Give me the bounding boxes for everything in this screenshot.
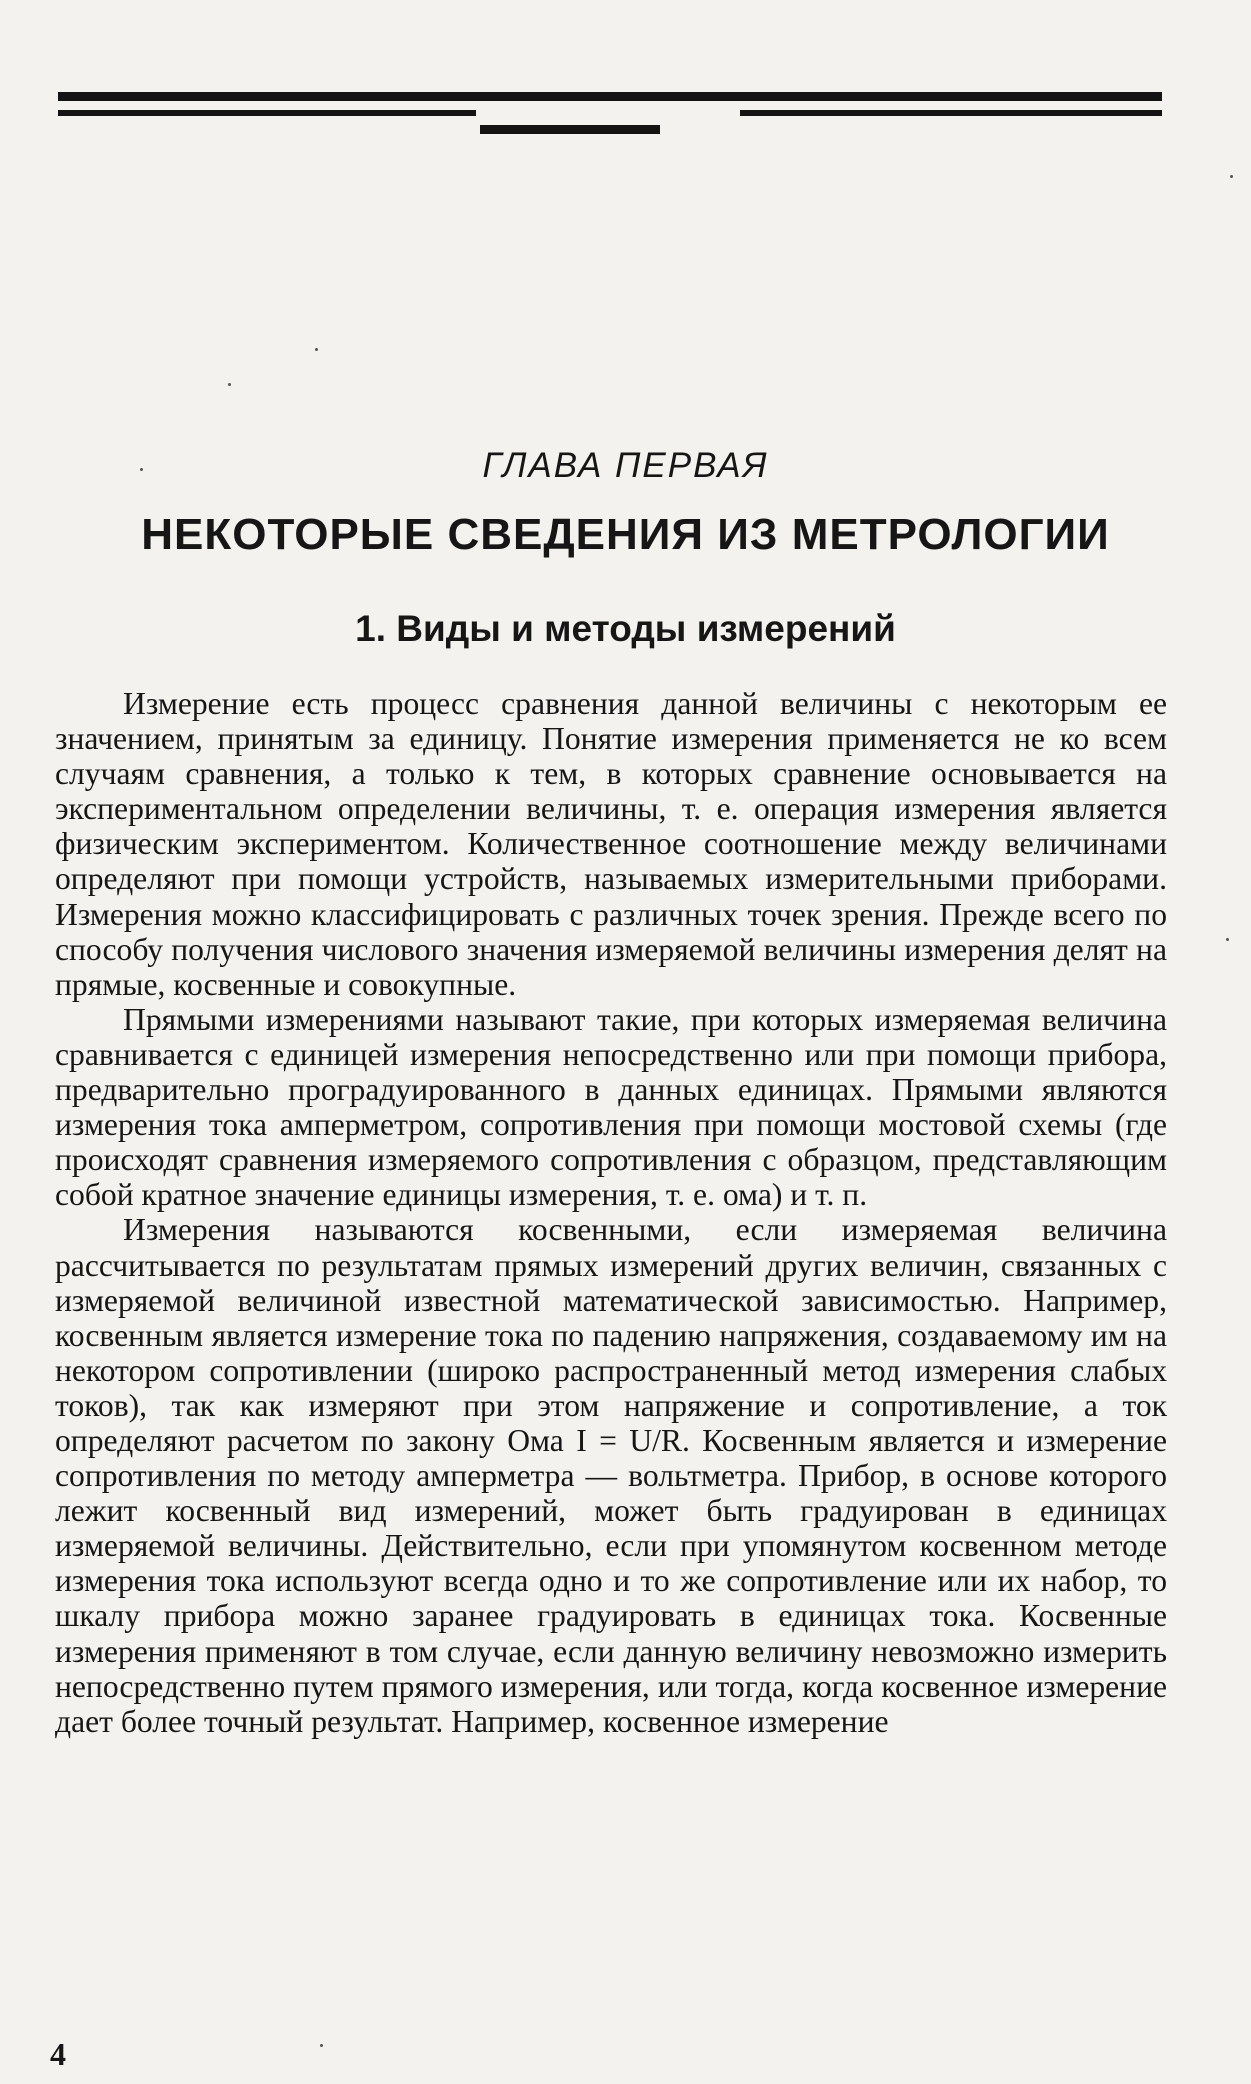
- paragraph: Измерения называются косвенными, если измеряемая величина рассчитывается по результатам прямых измерений других величин, связанных с измеряемой величиной известной математической зависимостью. Например, косвенным является измерение тока по падению напряжения, создаваемому им на некотором сопротивлении (широко распространенный метод измерения слабых токов), так как измеряют при этом напряжение и сопротивление, а ток определяют расчетом по закону Ома I = U/R. Косвенным является и измерение сопротивления по методу амперметра — вольтметра. Прибор, в основе которого лежит косвенный вид измерений, может быть градуирован в единицах измеряемой величины. Действительно, если при упомянутом косвенном методе измерения тока используют всегда одно и то же сопротивление или их набор, то шкалу прибора можно заранее градуировать в единицах тока. Косвенные измерения применяют в том случае, если данную величину невозможно измерить непосредственно путем прямого измерения, или тогда, когда косвенное измерение дает более точный результат. Например, косвенное измерение: [55, 1212, 1167, 1739]
- scan-speck: [320, 2044, 323, 2047]
- scan-speck: [315, 348, 318, 351]
- body-text: [55, 686, 1167, 1739]
- header-rule-top: [58, 92, 1162, 101]
- header-rule-right: [740, 110, 1162, 116]
- section-title: 1. Виды и методы измерений: [355, 608, 896, 649]
- header-rule-left: [58, 110, 476, 116]
- scan-speck: [1230, 175, 1233, 178]
- chapter-title: НЕКОТОРЫЕ СВЕДЕНИЯ ИЗ МЕТРОЛОГИИ: [141, 510, 1110, 559]
- paragraph: Измерение есть процесс сравнения данной величины с некоторым ее значением, принятым за единицу. Понятие измерения применяется не ко всем случаям сравнения, а только к тем, в которых сравнение основывается на экспериментальном определении величины, т. е. операция измерения является физическим экспериментом. Количественное соотношение между величинами определяют при помощи устройств, называемых измерительными приборами. Измерения можно классифицировать с различных точек зрения. Прежде всего по способу получения числового значения измеряемой величины измерения делят на прямые, косвенные и совокупные.: [55, 686, 1167, 1002]
- scan-speck: [1226, 938, 1229, 941]
- scan-speck: [228, 383, 231, 386]
- chapter-label: ГЛАВА ПЕРВАЯ: [482, 446, 769, 485]
- header-rule-center: [480, 125, 660, 134]
- paragraph: Прямыми измерениями называют такие, при которых измеряемая величина сравнивается с единицей измерения непосредственно или при помощи прибора, предварительно проградуированного в данных единицах. Прямыми являются измерения тока амперметром, сопротивления при помощи мостовой схемы (где происходят сравнения измеряемого сопротивления с образцом, представляющим собой кратное значение единицы измерения, т. е. ома) и т. п.: [55, 1001, 1167, 1213]
- page-number: 4: [50, 2036, 66, 2072]
